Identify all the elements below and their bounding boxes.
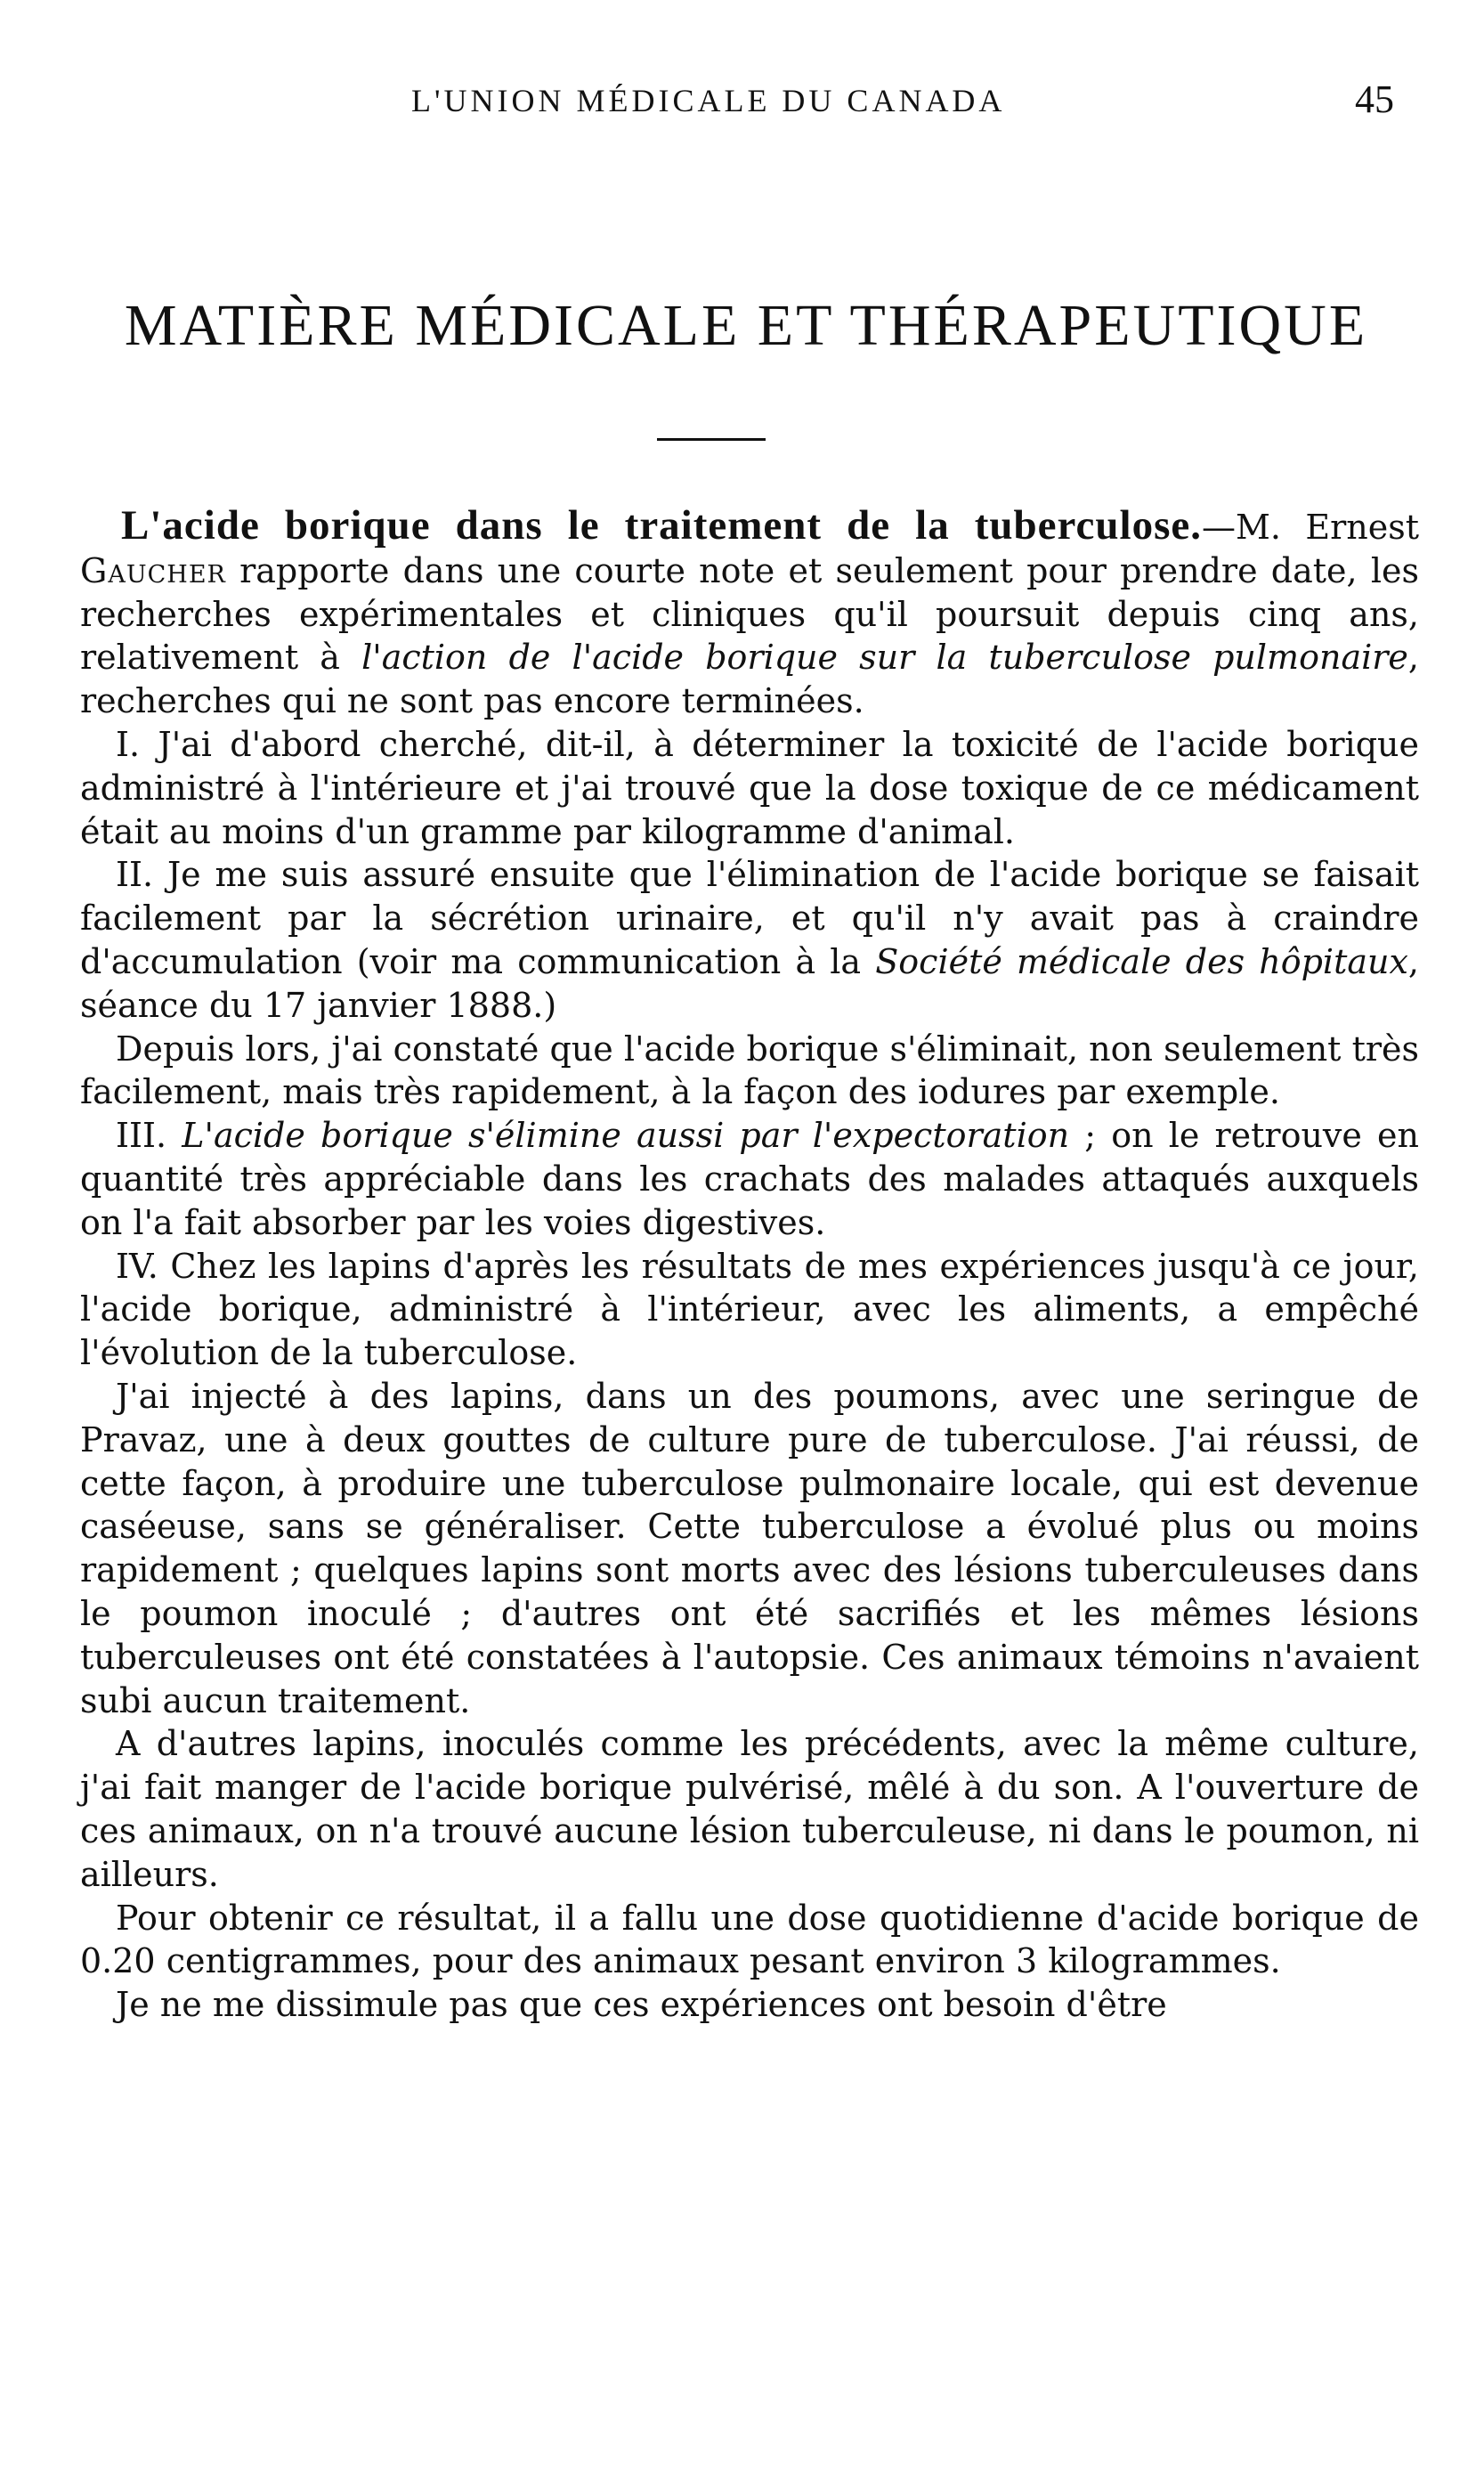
running-title: L'UNION MÉDICALE DU CANADA: [411, 83, 1006, 118]
paragraph-1: [80, 504, 1419, 723]
paragraph-1-italic: l'action de l'acide borique sur la tuberculose pulmonaire: [361, 638, 1408, 678]
paragraph-5-text-a: III.: [116, 1116, 182, 1156]
paragraph-6: IV. Chez les lapins d'après les résultats de mes expériences jusqu'à ce jour, l'acide borique, administré à l'intérieur, avec les aliments, a empêché l'évolution de la tuberculose.: [80, 1246, 1419, 1373]
paragraph-2: I. J'ai d'abord cherché, dit-il, à déterminer la toxicité de l'acide borique administré à l'intérieure et j'ai trouvé que la dose toxique de ce médicament était au moins d'un gramme par kilogramme d'animal.: [80, 724, 1419, 851]
page-number: 45: [1355, 77, 1394, 121]
author-name: Gaucher: [80, 550, 226, 590]
paragraph-3-text-b: , séance du 17 janvier 1888.): [80, 941, 1419, 1025]
paragraph-3-italic: Société médicale des hôpitaux: [875, 941, 1408, 981]
paragraph-7: J'ai injecté à des lapins, dans un des poumons, avec une seringue de Pravaz, une à deux gouttes de culture pure de tuberculose. J'ai réussi, de cette façon, à produire une tuberculose pulmonaire locale, qui est devenue caséeuse, sans se généraliser. Cette tuberculose a évolué plus ou moins rapidement ; quelques lapins sont morts avec des lésions tuberculeuses dans le poumon inoculé ; d'autres ont été sacrifiés et les mêmes lésions tuberculeuses ont été constatées à l'autopsie. Ces animaux témoins n'avaient subi aucun traitement.: [80, 1376, 1419, 1720]
paragraph-3-text-a: II. Je me suis assuré ensuite que l'élimination de l'acide borique se faisait facilement par la sécrétion urinaire, et qu'il n'y avait pas à craindre d'accumulation (voir ma communication à la: [80, 855, 1419, 981]
article-title: L'acide borique dans le traitement de la tuberculose.: [121, 502, 1202, 549]
section-title: MATIÈRE MÉDICALE ET THÉRAPEUTIQUE: [124, 293, 1368, 358]
paragraph-1-text-a: rapporte dans une courte note et seulement pour prendre date, les recherches expérimentales et cliniques qu'il poursuit depuis cinq ans, relativement à: [80, 550, 1419, 678]
paragraph-3: [80, 853, 1419, 1027]
paragraph-9: Pour obtenir ce résultat, il a fallu une dose quotidienne d'acide borique de 0.20 centigrammes, pour des animaux pesant environ 3 kilogrammes.: [80, 1898, 1419, 1981]
paragraph-4: Depuis lors, j'ai constaté que l'acide borique s'éliminait, non seulement très facilement, mais très rapidement, à la façon des iodures par exemple.: [80, 1029, 1419, 1112]
paragraph-5-italic: L'acide borique s'élimine aussi par l'expectoration: [182, 1116, 1070, 1156]
paragraph-8: A d'autres lapins, inoculés comme les précédents, avec la même culture, j'ai fait manger de l'acide borique pulvérisé, mêlé à du son. A l'ouverture de ces animaux, on n'a trouvé aucune lésion tuberculeuse, ni dans le poumon, ni ailleurs.: [80, 1724, 1419, 1894]
title-rule-divider: [657, 438, 766, 441]
paragraph-10: Je ne me dissimule pas que ces expériences ont besoin d'être: [116, 1985, 1167, 2025]
article-body: [80, 504, 1419, 2027]
paragraph-1-intro: —M. Ernest: [1202, 508, 1419, 547]
paragraph-5: [80, 1114, 1419, 1244]
paragraph-5-text-b: ; on le retrouve en quantité très appréciable dans les crachats des malades attaqués auxquels on l'a fait absorber par les voies digestives.: [80, 1116, 1419, 1242]
paragraph-1-text-b: , recherches qui ne sont pas encore terminées.: [80, 638, 1419, 721]
